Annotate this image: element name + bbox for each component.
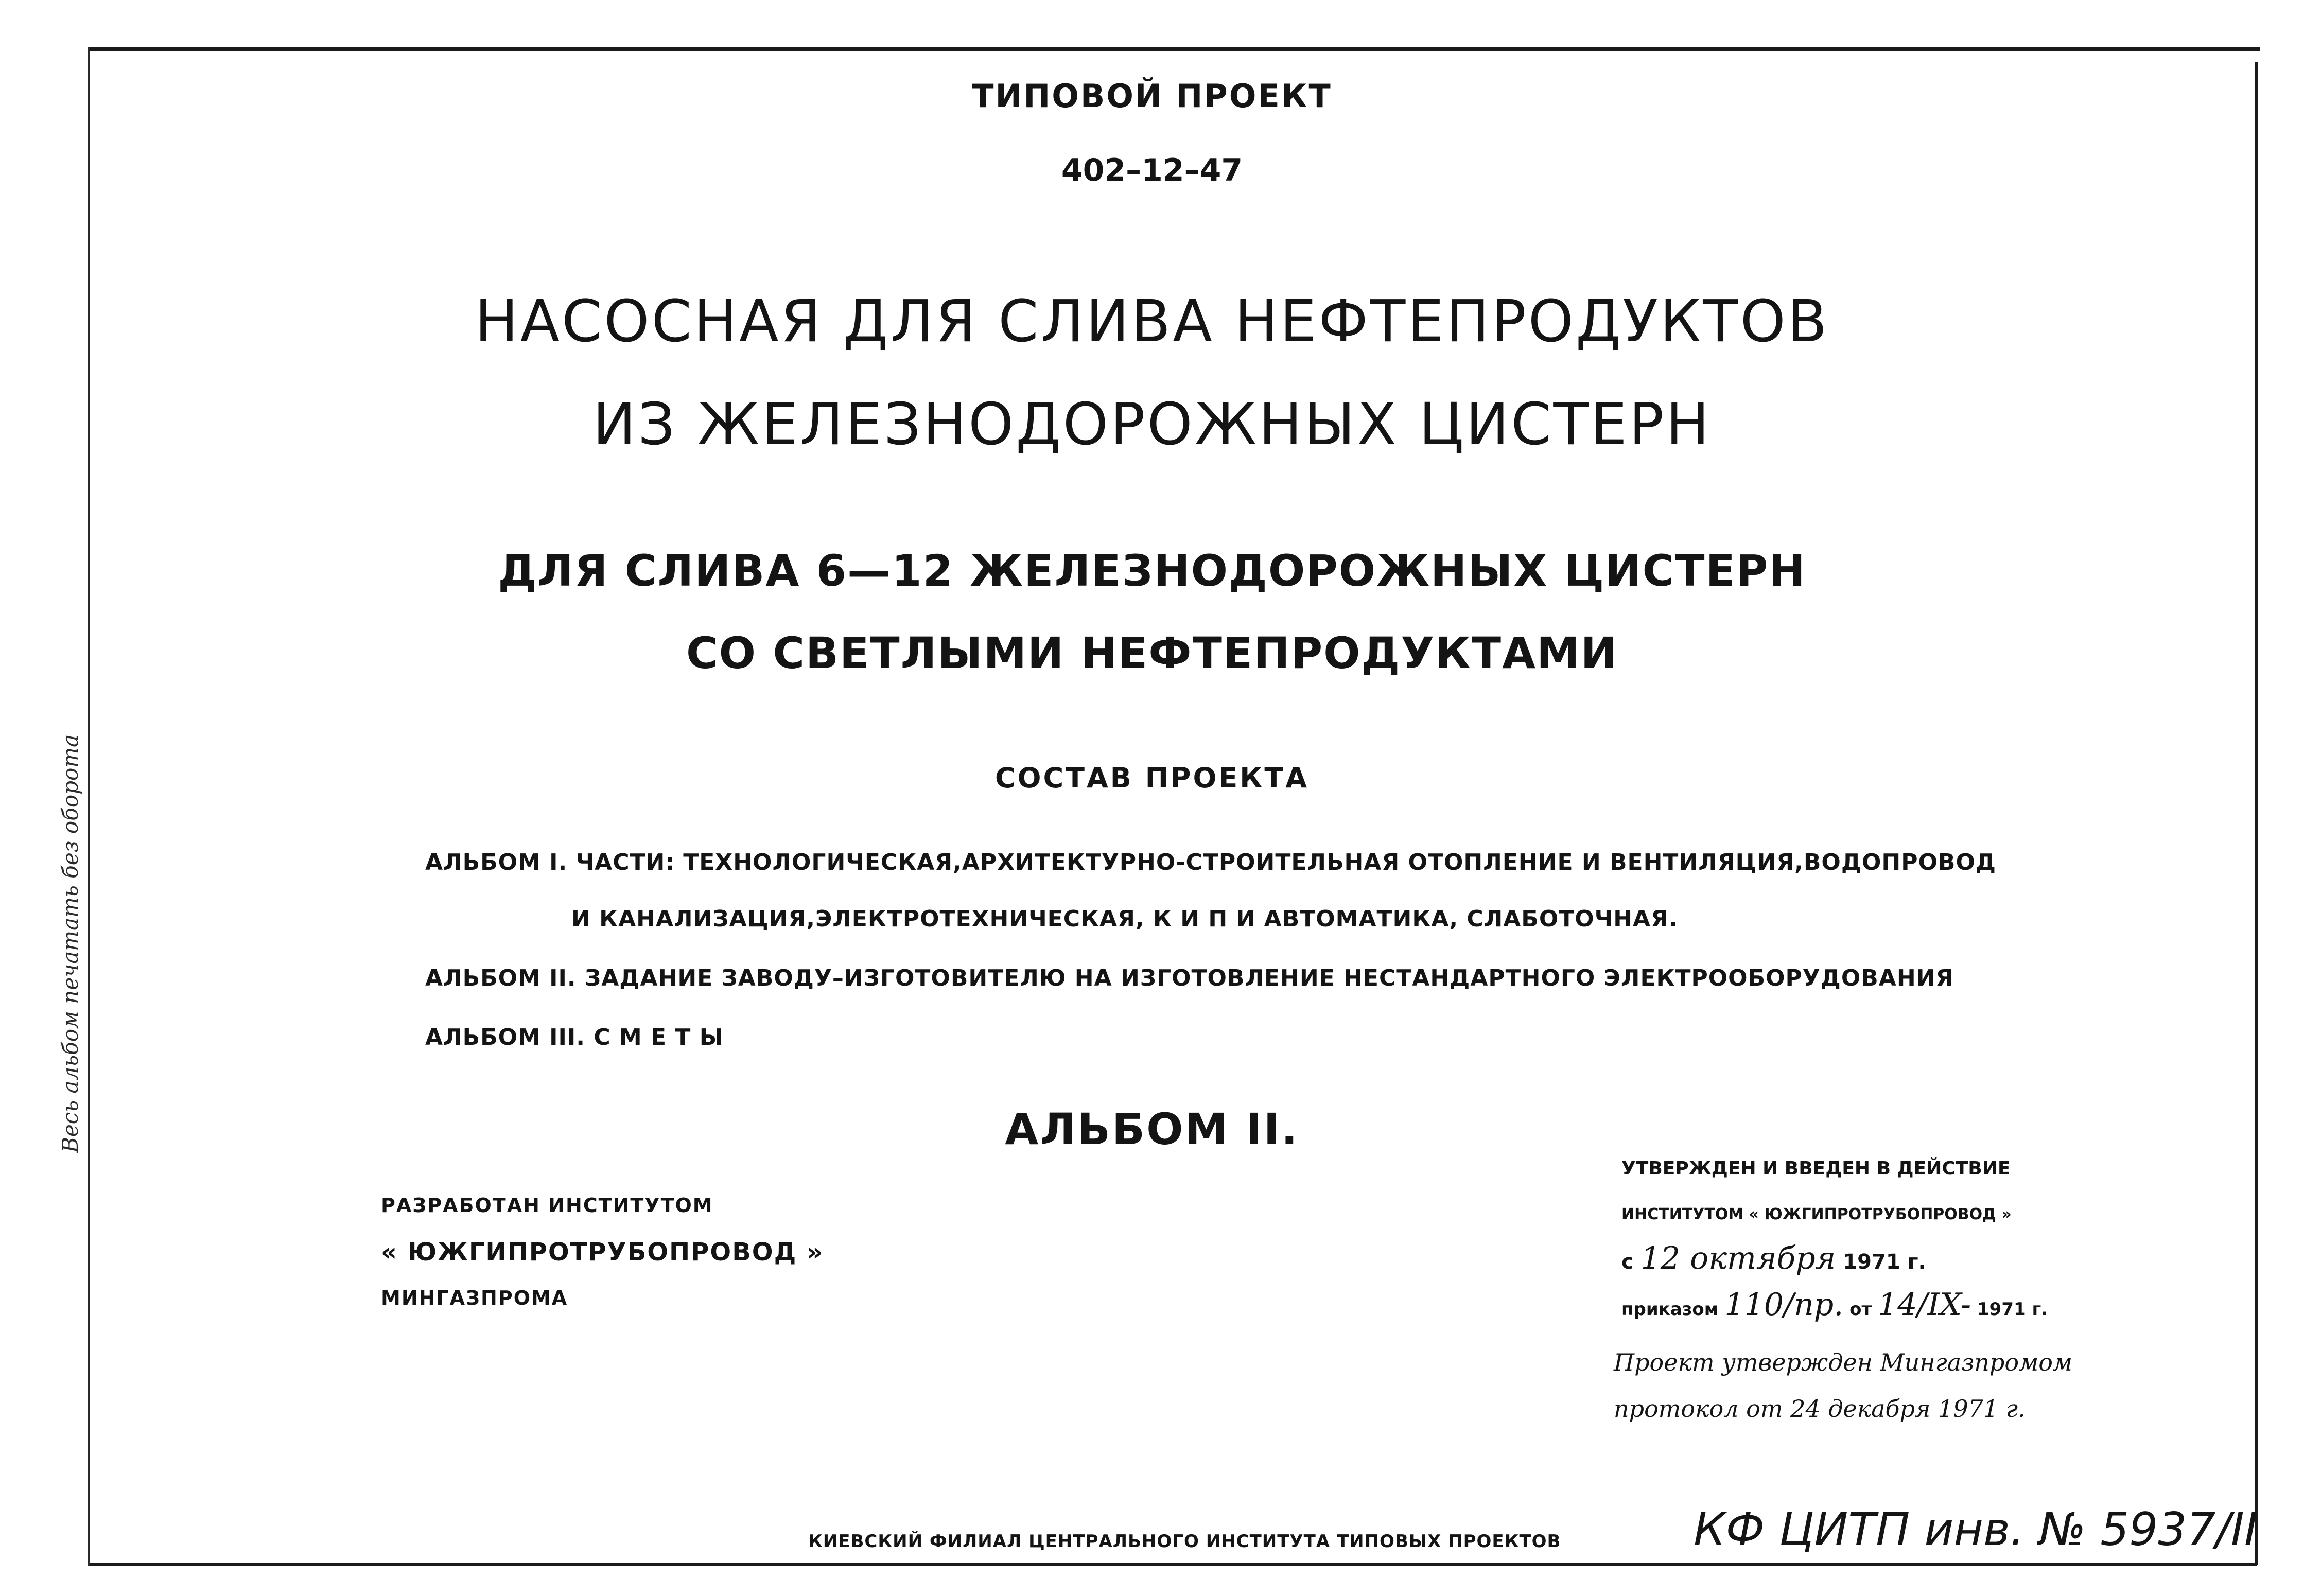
album-1-line-1: АЛЬБОМ I. ЧАСТИ: ТЕХНОЛОГИЧЕСКАЯ,АРХИТЕКТУРНО-СТРОИТЕЛЬНАЯ ОТОПЛЕНИЕ И ВЕНТИЛЯЦИЯ,ВОДОПРОВОД: [425, 849, 1997, 875]
approval-order-year: 1971 г.: [1977, 1299, 2048, 1320]
title-line-2: ИЗ ЖЕЛЕЗНОДОРОЖНЫХ ЦИСТЕРН: [592, 391, 1712, 458]
footer-institute: КИЕВСКИЙ ФИЛИАЛ ЦЕНТРАЛЬНОГО ИНСТИТУТА ТИПОВЫХ ПРОЕКТОВ: [808, 1531, 1561, 1552]
developer-line-3: МИНГАЗПРОМА: [381, 1287, 568, 1309]
subtitle-line-1: ДЛЯ СЛИВА 6—12 ЖЕЛЕЗНОДОРОЖНЫХ ЦИСТЕРН: [498, 546, 1806, 596]
frame-right-border: [2255, 62, 2258, 1565]
inventory-number: КФ ЦИТП инв. № 5937/II: [1694, 1503, 2258, 1556]
frame-top-border: [88, 47, 2260, 51]
developer-line-2: « ЮЖГИПРОТРУБОПРОВОД »: [381, 1238, 824, 1267]
album-2-description: АЛЬБОМ II. ЗАДАНИЕ ЗАВОДУ–ИЗГОТОВИТЕЛЮ НА ИЗГОТОВЛЕНИЕ НЕСТАНДАРТНОГО ЭЛЕКТРООБОРУДОВАНИЯ: [425, 965, 1954, 991]
approval-line-2: ИНСТИТУТОМ « ЮЖГИПРОТРУБОПРОВОД »: [1621, 1205, 2012, 1223]
album-3-description: АЛЬБОМ III. С М Е Т Ы: [425, 1024, 724, 1050]
subtitle-line-2: СО СВЕТЛЫМИ НЕФТЕПРОДУКТАМИ: [686, 628, 1618, 678]
approval-order-date: 14/IX-: [1878, 1287, 1971, 1323]
album-1-line-2: И КАНАЛИЗАЦИЯ,ЭЛЕКТРОТЕХНИЧЕСКАЯ, К И П И АВТОМАТИКА, СЛАБОТОЧНАЯ.: [571, 906, 1678, 932]
handwritten-note-line-2: протокол от 24 декабря 1971 г.: [1614, 1395, 2026, 1423]
developer-line-1: РАЗРАБОТАН ИНСТИТУТОМ: [381, 1194, 713, 1217]
side-note: Весь альбом печатать без оборота: [58, 734, 83, 1153]
current-album-label: АЛЬБОМ II.: [1005, 1104, 1299, 1154]
approval-order-number: 110/пр.: [1724, 1287, 1844, 1323]
project-type-label: ТИПОВОЙ ПРОЕКТ: [972, 77, 1332, 115]
approval-date-handwritten: 12 октября: [1640, 1240, 1836, 1276]
approval-order-line: [1621, 1287, 2048, 1323]
approval-date-suffix: 1971 г.: [1843, 1250, 1926, 1274]
handwritten-note-line-1: Проект утвержден Мингазпромом: [1614, 1348, 2073, 1376]
title-line-1: НАСОСНАЯ ДЛЯ СЛИВА НЕФТЕПРОДУКТОВ: [475, 288, 1829, 355]
approval-line-1: УТВЕРЖДЕН И ВВЕДЕН В ДЕЙСТВИЕ: [1621, 1158, 2011, 1179]
project-number: 402–12–47: [1061, 152, 1243, 188]
approval-date-line: [1621, 1240, 1926, 1276]
approval-date-prefix: с: [1621, 1250, 1634, 1274]
approval-order-label: приказом: [1621, 1299, 1719, 1320]
approval-order-from: от: [1849, 1299, 1872, 1320]
composition-heading: СОСТАВ ПРОЕКТА: [994, 762, 1310, 794]
frame-bottom-border: [88, 1563, 2257, 1566]
frame-left-border: [88, 47, 90, 1566]
